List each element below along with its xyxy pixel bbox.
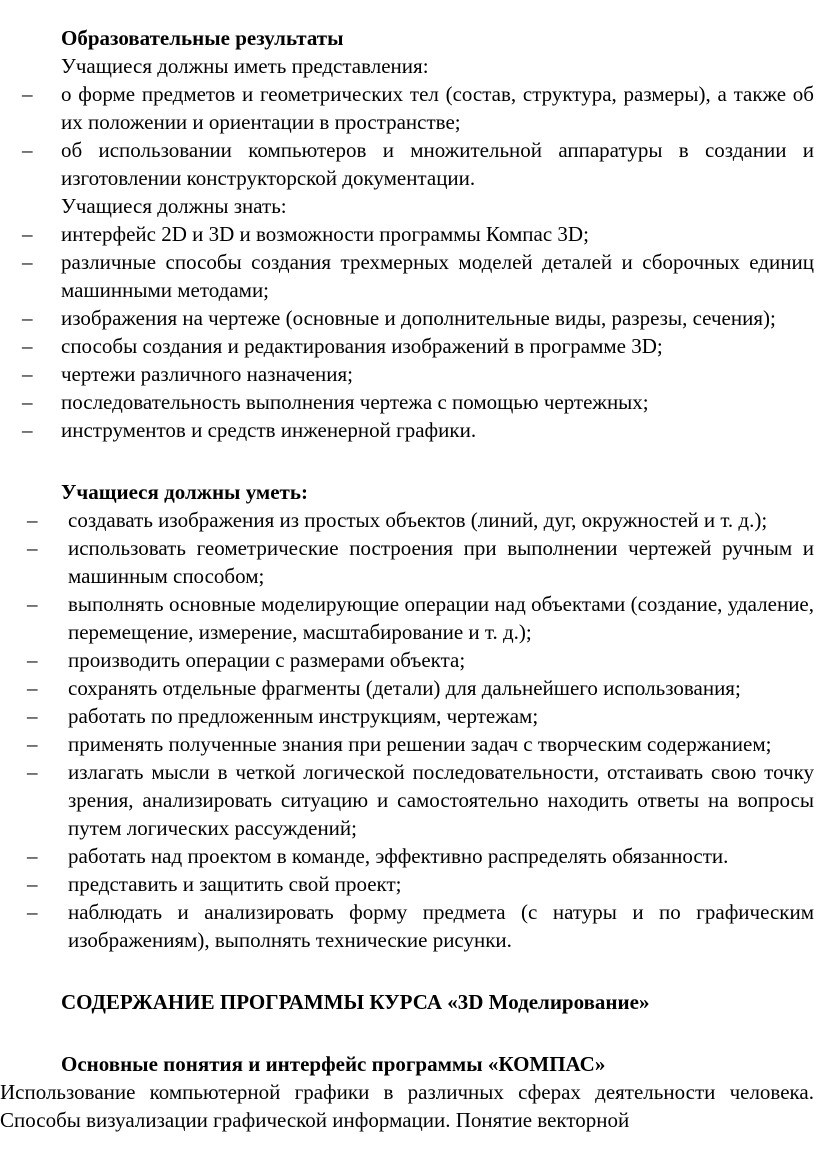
dash-bullet: – bbox=[27, 676, 38, 700]
list-item: – способы создания и редактирования изображений в программе 3D; bbox=[22, 334, 663, 358]
spacer bbox=[0, 444, 816, 478]
section-title-skills: Учащиеся должны уметь: bbox=[61, 480, 308, 504]
document-page bbox=[0, 24, 816, 1134]
list-item: – об использовании компьютеров и множительной аппаратуры в создании и изготовлении конструкторской документации. bbox=[22, 138, 814, 190]
list-item: – производить операции с размерами объекта; bbox=[27, 648, 466, 672]
dash-bullet: – bbox=[27, 536, 38, 560]
know-list bbox=[0, 220, 816, 444]
section-title-course-content: СОДЕРЖАНИЕ ПРОГРАММЫ КУРСА «3D Моделирование» bbox=[61, 990, 650, 1014]
list-item: – использовать геометрические построения при выполнении чертежей ручным и машинным способом; bbox=[27, 536, 814, 588]
list-item: – последовательность выполнения чертежа с помощью чертежных; bbox=[22, 390, 649, 414]
list-item: – сохранять отдельные фрагменты (детали) для дальнейшего использования; bbox=[27, 676, 741, 700]
dash-bullet: – bbox=[27, 872, 38, 896]
spacer bbox=[0, 954, 816, 988]
body-paragraph: Использование компьютерной графики в различных сферах деятельности человека. Способы визуализации графической информации. Понятие векторной bbox=[0, 1080, 814, 1132]
list-item: – чертежи различного назначения; bbox=[22, 362, 354, 386]
dash-bullet: – bbox=[22, 250, 33, 274]
list-item: – различные способы создания трехмерных моделей деталей и сборочных единиц машинными методами; bbox=[22, 250, 814, 302]
dash-bullet: – bbox=[27, 844, 38, 868]
dash-bullet: – bbox=[22, 138, 33, 162]
dash-bullet: – bbox=[27, 760, 38, 784]
dash-bullet: – bbox=[22, 334, 33, 358]
represent-list bbox=[0, 80, 816, 192]
dash-bullet: – bbox=[27, 900, 38, 924]
dash-bullet: – bbox=[27, 592, 38, 616]
list-item: – работать над проектом в команде, эффективно распределять обязанности. bbox=[27, 844, 729, 868]
list-item: – применять полученные знания при решении задач с творческим содержанием; bbox=[27, 732, 772, 756]
dash-bullet: – bbox=[27, 508, 38, 532]
intro-know: Учащиеся должны знать: bbox=[61, 194, 287, 218]
dash-bullet: – bbox=[22, 82, 33, 106]
dash-bullet: – bbox=[22, 222, 33, 246]
list-item: – представить и защитить свой проект; bbox=[27, 872, 402, 896]
list-item: – инструментов и средств инженерной графики. bbox=[22, 418, 477, 442]
skills-list bbox=[0, 506, 816, 954]
intro-represent: Учащиеся должны иметь представления: bbox=[61, 54, 429, 78]
list-item: – излагать мысли в четкой логической последовательности, отстаивать свою точку зрения, анализировать ситуацию и самостоятельно находить ответы на вопросы путем логических рассуждений; bbox=[27, 760, 814, 840]
list-item: – о форме предметов и геометрических тел (состав, структура, размеры), а также об их положении и ориентации в пространстве; bbox=[22, 82, 814, 134]
dash-bullet: – bbox=[22, 306, 33, 330]
dash-bullet: – bbox=[27, 704, 38, 728]
list-item: – изображения на чертеже (основные и дополнительные виды, разрезы, сечения); bbox=[22, 306, 776, 330]
list-item: – наблюдать и анализировать форму предмета (с натуры и по графическим изображениям), выполнять технические рисунки. bbox=[27, 900, 814, 952]
list-item: – создавать изображения из простых объектов (линий, дуг, окружностей и т. д.); bbox=[27, 508, 768, 532]
section-title-kompas: Основные понятия и интерфейс программы «КОМПАС» bbox=[61, 1052, 606, 1076]
dash-bullet: – bbox=[27, 732, 38, 756]
list-item: – выполнять основные моделирующие операции над объектами (создание, удаление, перемещение, измерение, масштабирование и т. д.); bbox=[27, 592, 814, 644]
dash-bullet: – bbox=[22, 418, 33, 442]
dash-bullet: – bbox=[22, 390, 33, 414]
spacer bbox=[0, 1016, 816, 1050]
list-item: – работать по предложенным инструкциям, чертежам; bbox=[27, 704, 539, 728]
dash-bullet: – bbox=[27, 648, 38, 672]
list-item: – интерфейс 2D и 3D и возможности программы Компас 3D; bbox=[22, 222, 589, 246]
dash-bullet: – bbox=[22, 362, 33, 386]
section-title-results: Образовательные результаты bbox=[61, 26, 344, 50]
